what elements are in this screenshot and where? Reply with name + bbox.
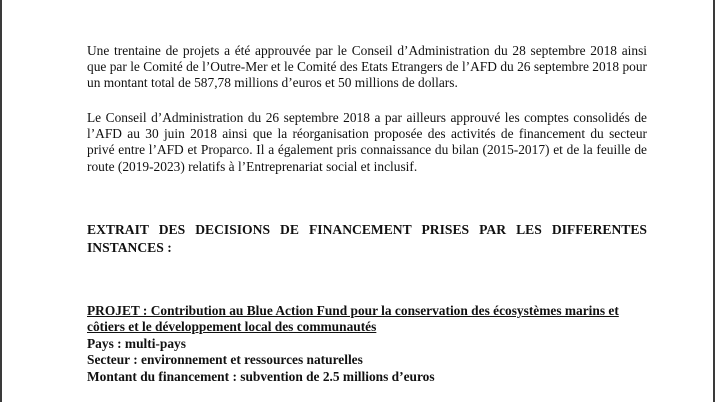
project-title: PROJET : Contribution au Blue Action Fund pour la conservation des écosystèmes marins et côtiers et le développement local des communautés <box>87 303 619 335</box>
project-sector: Secteur : environnement et ressources naturelles <box>87 352 363 368</box>
project-country: Pays : multi-pays <box>87 335 186 351</box>
project-block <box>87 303 647 385</box>
project-amount: Montant du financement : subvention de 2.5 millions d’euros <box>87 368 435 384</box>
section-heading: EXTRAIT DES DECISIONS DE FINANCEMENT PRISES PAR LES DIFFERENTES INSTANCES : <box>87 222 647 255</box>
intro-paragraph: Une trentaine de projets a été approuvée par le Conseil d’Administration du 28 septembre 2018 ainsi que par le Comité de l’Outre-Mer et le Comité des Etats Etrangers de l’AFD du 26 septembre 2018 pour un montant total de 587,78 millions d’euros et 50 millions de dollars. <box>87 43 647 91</box>
board-decisions-paragraph: Le Conseil d’Administration du 26 septembre 2018 a par ailleurs approuvé les comptes consolidés de l’AFD au 30 juin 2018 ainsi que la réorganisation proposée des activités de financement du secteur privé entre l’AFD et Proparco. Il a également pris connaissance du bilan (2015-2017) et de la feuille de route (2019-2023) relatifs à l’Entreprenariat social et inclusif. <box>87 110 647 174</box>
